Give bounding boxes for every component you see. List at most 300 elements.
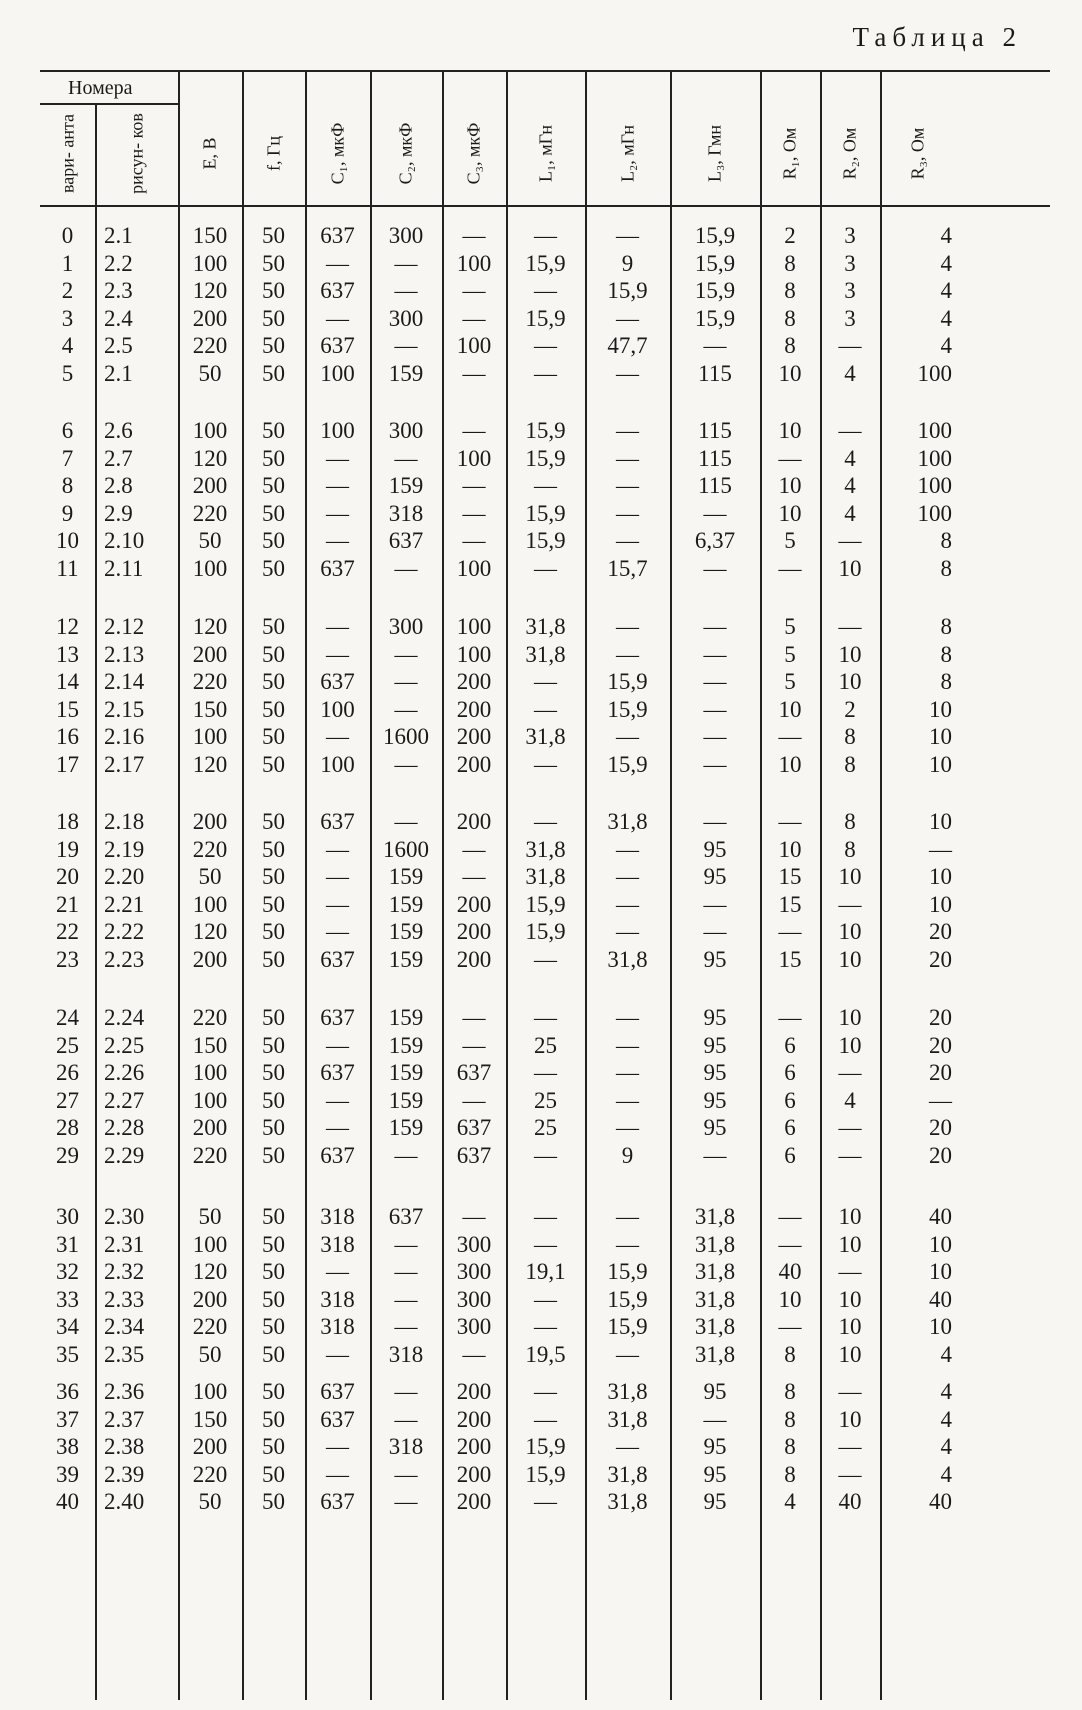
table-cell: 15 [778, 891, 802, 917]
table-cell: 637 [320, 809, 355, 834]
table-cell: 11 [56, 555, 79, 581]
table-cell: 10 [929, 724, 952, 749]
table-cell: 2.6 [104, 418, 133, 443]
table-cell: 15 [778, 946, 802, 972]
table-cell: 15 [778, 864, 802, 889]
table-cell: 2 [784, 223, 796, 248]
table-cell: 10 [56, 528, 79, 553]
table-cell: — [703, 696, 727, 722]
table-cell: 4 [844, 500, 856, 526]
table-cell: 637 [320, 946, 355, 972]
table-cell: 31,8 [607, 1461, 648, 1487]
table-cell: 31,8 [694, 1259, 736, 1284]
column-divider [305, 70, 307, 1700]
table-cell: — [534, 1204, 557, 1229]
table-cell: 50 [262, 305, 285, 331]
table-cell: 100 [917, 445, 952, 471]
table-cell: 159 [388, 946, 424, 972]
table-cell: 637 [388, 1204, 424, 1229]
table-cell: 20 [929, 1142, 952, 1168]
table-cell: — [616, 614, 639, 639]
column-divider [585, 70, 587, 1700]
table-cell: 100 [192, 1060, 228, 1085]
table-cell: 95 [703, 1434, 727, 1459]
table-cell: 100 [192, 724, 228, 749]
column-divider [370, 70, 372, 1700]
table-cell: 39 [56, 1461, 79, 1487]
table-cell: — [616, 1204, 639, 1229]
column-divider [760, 70, 762, 1700]
table-cell: — [616, 919, 639, 944]
table-cell: 637 [320, 1379, 355, 1404]
table-cell: — [462, 528, 486, 553]
table-cell: 200 [192, 1286, 228, 1312]
table-cell: 28 [56, 1115, 79, 1140]
table-cell: 10 [838, 1406, 862, 1432]
table-cell: — [616, 724, 639, 749]
table-cell: 37 [56, 1406, 79, 1432]
table-cell: 5 [784, 528, 796, 553]
table-cell: 3 [844, 250, 856, 276]
table-cell: 50 [262, 836, 285, 862]
table-cell: 2.30 [104, 1204, 145, 1229]
table-cell: 8 [940, 669, 952, 694]
table-cell: — [534, 1231, 557, 1257]
table-cell: 200 [456, 1406, 492, 1432]
table-cell: 2.4 [104, 305, 133, 331]
table-cell: 95 [703, 1379, 727, 1404]
table-cell: 10 [838, 864, 862, 889]
header-r3: R₃, Ом [907, 127, 927, 180]
table-cell: 2.9 [104, 500, 133, 526]
table-cell: — [462, 1204, 486, 1229]
table-cell: 40 [929, 1204, 952, 1229]
table-cell: 4 [940, 305, 952, 331]
table-cell: — [326, 1434, 349, 1459]
table-cell: — [534, 473, 557, 498]
table-cell: 10 [929, 696, 952, 722]
table-cell: 50 [262, 614, 285, 639]
table-cell: 100 [192, 1087, 228, 1113]
table-cell: 100 [320, 751, 355, 777]
table-cell: 50 [262, 669, 285, 694]
table-cell: 31,8 [607, 1379, 648, 1404]
header-f: f, Гц [263, 135, 283, 172]
table-cell: 159 [388, 1115, 424, 1140]
table-cell: — [394, 1259, 418, 1284]
table-cell: 9 [621, 250, 634, 276]
table-cell: 25 [56, 1032, 79, 1058]
table-cell: — [534, 809, 557, 834]
table-cell: 10 [838, 1032, 862, 1058]
table-cell: 2.12 [104, 614, 145, 639]
table-cell: 50 [262, 223, 285, 248]
table-cell: 8 [844, 724, 856, 749]
table-cell: — [838, 1379, 862, 1404]
table-cell: — [326, 1341, 349, 1367]
table-cell: 220 [192, 1461, 228, 1487]
table-cell: 2.37 [104, 1406, 145, 1432]
table-cell: — [534, 946, 557, 972]
table-cell: 50 [262, 528, 285, 553]
table-cell: 10 [838, 1286, 862, 1312]
table-cell: 19,1 [525, 1259, 566, 1284]
table-cell: 2.26 [104, 1060, 145, 1085]
table-cell: 115 [698, 445, 732, 471]
table-cell: 200 [192, 809, 228, 834]
table-cell: 300 [388, 305, 424, 331]
table-cell: — [616, 1231, 639, 1257]
table-cell: 50 [262, 1204, 285, 1229]
table-cell: 95 [703, 1005, 727, 1030]
table-cell: 100 [456, 445, 492, 471]
table-cell: 2.16 [104, 724, 145, 749]
table-cell: 20 [929, 1060, 952, 1085]
table-cell: 95 [703, 1060, 727, 1085]
table-cell: 100 [456, 555, 492, 581]
table-cell: 10 [778, 418, 802, 443]
table-cell: 100 [456, 614, 492, 639]
table-cell: 15,9 [607, 278, 648, 303]
table-cell: 10 [778, 500, 802, 526]
table-cell: — [616, 223, 639, 248]
table-cell: — [778, 809, 802, 834]
table-cell: 200 [456, 696, 492, 722]
table-cell: — [616, 445, 639, 471]
table-cell: 47,7 [607, 333, 648, 358]
table-cell: — [703, 333, 727, 358]
table-cell: — [534, 696, 557, 722]
table-cell: 9 [621, 1142, 634, 1168]
table-cell: — [616, 305, 639, 331]
table-cell: 115 [698, 473, 732, 498]
table-cell: — [778, 1314, 802, 1339]
table-cell: — [703, 669, 727, 694]
table-cell: 200 [192, 305, 228, 331]
table-cell: 50 [262, 445, 285, 471]
table-cell: 1 [61, 250, 74, 276]
table-cell: — [326, 614, 349, 639]
table-cell: — [616, 500, 639, 526]
table-cell: 220 [192, 1314, 228, 1339]
table-cell: — [534, 1142, 557, 1168]
table-cell: 8 [940, 555, 952, 581]
table-cell: 15,9 [607, 751, 648, 777]
table-cell: 50 [262, 1032, 285, 1058]
table-cell: 5 [784, 669, 796, 694]
table-cell: 95 [703, 1489, 727, 1514]
table-cell: 2.35 [104, 1341, 145, 1367]
table-cell: 220 [192, 1142, 228, 1168]
table-cell: 220 [192, 1005, 228, 1030]
table-cell: — [326, 641, 349, 667]
table-cell: 4 [844, 445, 856, 471]
table-cell: 50 [262, 1087, 285, 1113]
table-cell: 4 [844, 360, 856, 386]
table-cell: 100 [192, 250, 228, 276]
table-cell: — [778, 1231, 802, 1257]
table-cell: — [616, 1032, 639, 1058]
table-cell: 318 [320, 1286, 355, 1312]
table-cell: 4 [940, 1461, 952, 1487]
table-cell: 15,9 [525, 1434, 566, 1459]
table-cell: 8 [784, 278, 796, 303]
table-cell: — [534, 1379, 557, 1404]
table-cell: 15,9 [607, 1259, 648, 1284]
table-cell: 220 [192, 836, 228, 862]
table-cell: 100 [456, 641, 492, 667]
table-cell: — [778, 1005, 802, 1030]
table-cell: 200 [456, 1489, 492, 1514]
table-cell: 220 [192, 669, 228, 694]
table-cell: 150 [192, 1032, 228, 1058]
table-cell: 159 [388, 891, 424, 917]
table-cell: 10 [838, 1231, 862, 1257]
table-cell: 2.19 [104, 836, 145, 862]
table-cell: — [326, 1115, 349, 1140]
table-caption: Таблица 2 [852, 22, 1022, 52]
table-cell: 50 [262, 1314, 285, 1339]
table-cell: — [326, 864, 349, 889]
table-cell: 24 [56, 1005, 79, 1030]
table-cell: 3 [61, 305, 74, 331]
table-cell: 50 [198, 864, 222, 889]
table-cell: — [534, 1286, 557, 1312]
table-cell: — [616, 1087, 639, 1113]
table-cell: 4 [940, 1341, 952, 1367]
table-cell: 40 [929, 1286, 952, 1312]
table-cell: — [616, 836, 639, 862]
table-cell: 10 [929, 891, 952, 917]
table-cell: 15,9 [525, 250, 566, 276]
table-cell: — [838, 891, 862, 917]
table-cell: 2.14 [104, 669, 145, 694]
table-cell: — [838, 418, 862, 443]
table-cell: 95 [703, 1032, 727, 1058]
table-cell: — [326, 528, 349, 553]
table-cell: — [462, 360, 486, 386]
table-cell: 2.7 [104, 445, 133, 471]
table-cell: — [326, 473, 349, 498]
table-cell: — [394, 751, 418, 777]
table-top-rule [40, 70, 1050, 72]
table-cell: — [394, 445, 418, 471]
table-cell: 31,8 [607, 1489, 648, 1514]
table-cell: 300 [388, 223, 424, 248]
table-cell: 637 [320, 1060, 355, 1085]
table-cell: 36 [56, 1379, 79, 1404]
table-cell: 5 [784, 641, 796, 667]
table-cell: 1600 [383, 836, 429, 862]
column-divider [506, 70, 508, 1700]
table-cell: — [838, 1461, 862, 1487]
table-cell: — [394, 1314, 418, 1339]
table-cell: 120 [192, 919, 228, 944]
table-cell: 15,9 [607, 1314, 648, 1339]
table-cell: 100 [917, 500, 952, 526]
table-cell: 2.11 [104, 555, 144, 581]
table-cell: 2.33 [104, 1286, 145, 1312]
table-cell: 50 [262, 1231, 285, 1257]
table-cell: — [394, 669, 418, 694]
table-cell: — [534, 1060, 557, 1085]
table-cell: 8 [784, 1406, 796, 1432]
table-cell: 159 [388, 919, 424, 944]
table-cell: 18 [56, 809, 79, 834]
table-cell: 318 [388, 500, 424, 526]
table-cell: 50 [262, 946, 285, 972]
table-cell: 31,8 [694, 1286, 736, 1312]
header-r1: R₁, Ом [779, 127, 800, 180]
table-cell: 200 [456, 891, 492, 917]
table-cell: 50 [262, 1259, 285, 1284]
table-cell: 20 [929, 1005, 952, 1030]
table-cell: — [838, 1060, 862, 1085]
table-cell: 2 [61, 278, 74, 303]
table-cell: 100 [192, 1231, 228, 1257]
table-cell: 637 [320, 555, 355, 581]
table-cell: 159 [388, 360, 424, 386]
table-cell: 8 [940, 614, 952, 639]
table-cell: — [838, 1434, 862, 1459]
table-cell: — [838, 528, 862, 553]
table-cell: — [534, 751, 557, 777]
table-cell: 15,9 [525, 891, 566, 917]
table-cell: 50 [262, 1286, 285, 1312]
table-cell: — [462, 1032, 486, 1058]
table-cell: 19 [56, 836, 79, 862]
table-cell: — [326, 1032, 349, 1058]
table-cell: 50 [198, 1341, 222, 1367]
table-cell: 2.39 [104, 1461, 145, 1487]
table-cell: 200 [456, 751, 492, 777]
table-cell: 3 [844, 278, 856, 303]
table-cell: — [462, 1341, 486, 1367]
table-cell: 300 [456, 1259, 492, 1284]
table-cell: 31,8 [607, 1406, 648, 1432]
table-cell: 200 [192, 473, 228, 498]
table-cell: 40 [929, 1489, 952, 1514]
table-cell: 8 [844, 751, 856, 777]
table-cell: 7 [61, 445, 74, 471]
table-cell: 10 [929, 809, 952, 834]
table-cell: — [616, 418, 639, 443]
table-cell: 10 [838, 946, 862, 972]
table-cell: 20 [56, 864, 79, 889]
table-cell: 30 [56, 1204, 79, 1229]
table-cell: — [394, 555, 418, 581]
table-cell: — [534, 669, 557, 694]
table-cell: 2.17 [104, 751, 145, 777]
table-cell: 637 [320, 1489, 355, 1514]
table-cell: 3 [844, 305, 856, 331]
table-cell: 31,8 [525, 614, 566, 639]
table-cell: 50 [198, 360, 222, 386]
table-cell: — [394, 250, 418, 276]
table-cell: 2.21 [104, 891, 145, 917]
table-cell: 200 [192, 1434, 228, 1459]
table-cell: 15,9 [607, 1286, 648, 1312]
table-cell: 200 [192, 641, 228, 667]
table-cell: 95 [703, 946, 727, 972]
table-cell: 40 [56, 1489, 79, 1514]
table-cell: — [394, 1461, 418, 1487]
table-cell: 15,9 [525, 305, 566, 331]
table-cell: 2.3 [104, 278, 133, 303]
table-cell: 318 [388, 1341, 424, 1367]
table-cell: 15,9 [525, 528, 566, 553]
column-divider [242, 70, 244, 1700]
table-cell: 29 [56, 1142, 79, 1168]
table-cell: — [394, 641, 418, 667]
table-cell: 25 [534, 1115, 557, 1140]
table-cell: — [778, 555, 802, 581]
table-cell: 1600 [383, 724, 429, 749]
table-cell: — [616, 1341, 639, 1367]
table-cell: — [394, 1489, 418, 1514]
table-cell: 10 [929, 1259, 952, 1284]
table-cell: 50 [262, 1060, 285, 1085]
table-cell: 10 [929, 864, 952, 889]
table-cell: 6 [784, 1115, 796, 1140]
table-cell: 100 [192, 1379, 228, 1404]
table-cell: 50 [262, 696, 285, 722]
table-cell: 200 [456, 809, 492, 834]
header-variant: вари- анта [57, 113, 77, 194]
table-cell: 3 [844, 223, 856, 248]
table-cell: — [616, 528, 639, 553]
table-cell: 27 [56, 1087, 79, 1113]
table-cell: 100 [456, 333, 492, 358]
table-cell: 200 [456, 669, 492, 694]
table-cell: 2.8 [104, 473, 133, 498]
table-cell: 637 [456, 1142, 492, 1168]
table-cell: 637 [320, 223, 355, 248]
table-cell: 9 [61, 500, 74, 526]
table-cell: 20 [929, 1115, 952, 1140]
table-cell: 50 [262, 555, 285, 581]
table-cell: 637 [456, 1060, 492, 1085]
table-cell: 100 [917, 360, 952, 386]
table-cell: 13 [56, 641, 79, 667]
table-cell: — [616, 1115, 639, 1140]
table-cell: 31,8 [607, 809, 648, 834]
table-cell: 159 [388, 864, 424, 889]
column-divider [95, 103, 97, 1700]
table-cell: — [394, 1406, 418, 1432]
table-cell: 637 [320, 1005, 355, 1030]
table-cell: — [703, 724, 727, 749]
table-cell: 8 [784, 1434, 796, 1459]
table-cell: 50 [262, 724, 285, 749]
table-cell: 50 [198, 1489, 222, 1514]
table-cell: 31,8 [694, 1231, 736, 1257]
table-cell: 50 [262, 500, 285, 526]
table-cell: — [534, 360, 557, 386]
table-cell: 150 [192, 223, 228, 248]
table-cell: 4 [940, 1406, 952, 1432]
table-cell: 95 [703, 864, 727, 889]
table-cell: — [534, 333, 557, 358]
header-figure: рисун- ков [126, 113, 146, 194]
table-cell: 100 [320, 360, 355, 386]
table-cell: 50 [262, 641, 285, 667]
table-cell: 50 [262, 360, 285, 386]
table-cell: 637 [320, 1406, 355, 1432]
table-cell: 31,8 [607, 946, 648, 972]
table-cell: — [838, 1115, 862, 1140]
table-cell: 50 [262, 1461, 285, 1487]
